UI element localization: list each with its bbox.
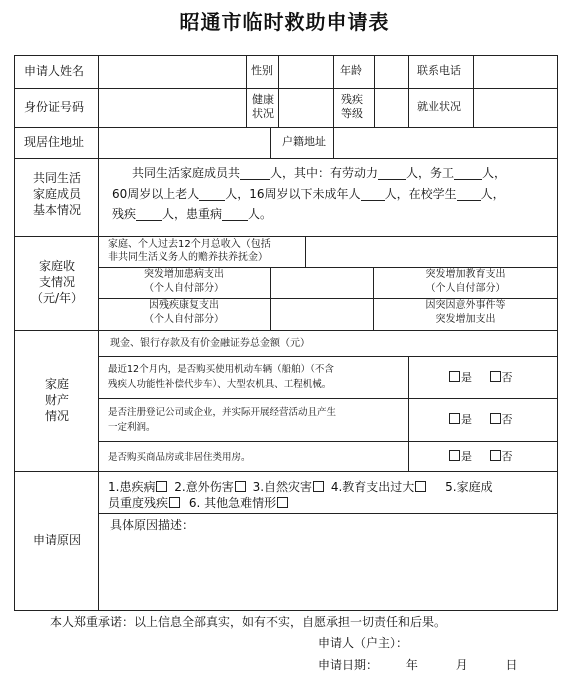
no-label: 否 xyxy=(501,413,513,426)
reason-description-label: 具体原因描述： xyxy=(110,518,195,532)
education-checkbox[interactable] xyxy=(415,481,426,492)
education-expense-line2: （个人自付部分） xyxy=(425,283,506,294)
household-address-label: 户籍地址 xyxy=(282,135,326,148)
family-line-3 xyxy=(112,207,272,221)
vehicle-question-line1: 最近12个月内，是否购买使用机动车辆（船舶）（不含 xyxy=(108,364,334,375)
cash-label: 现金、银行存款及有价金融证券总金额（元） xyxy=(110,338,310,349)
applicant-name-field[interactable] xyxy=(100,57,244,87)
assets-label-line1: 家庭 xyxy=(44,377,69,391)
family-text: 人。 xyxy=(248,207,273,221)
accident-checkbox[interactable] xyxy=(235,481,246,492)
disabled-blank[interactable] xyxy=(136,208,162,221)
reason-description-field[interactable] xyxy=(100,535,555,608)
education-expense-label xyxy=(374,268,557,296)
reason-option-family-disability-cont: 员重度残疾 xyxy=(108,496,169,510)
property-answer xyxy=(448,450,513,464)
assets-label xyxy=(16,376,98,424)
disability-expense-line1: 因残疾康复支出 xyxy=(149,300,219,311)
migrant-work-blank[interactable] xyxy=(454,167,482,180)
current-address-field[interactable] xyxy=(100,129,268,157)
family-label-line1: 共同生活 xyxy=(32,171,81,185)
disability-expense-field[interactable] xyxy=(272,300,372,328)
education-expense-line1: 突发增加教育支出 xyxy=(425,269,506,280)
family-text: 人，务工 xyxy=(406,166,455,180)
property-question: 是否购买商品房或非居住类用房。 xyxy=(108,452,251,463)
family-text: 人，在校学生 xyxy=(384,187,457,201)
total-income-field[interactable] xyxy=(307,238,555,266)
company-answer xyxy=(448,413,513,427)
family-line-2 xyxy=(112,187,505,201)
total-income-label xyxy=(108,238,271,264)
vehicle-question xyxy=(108,362,334,392)
disability-label-line1: 残疾 xyxy=(341,93,363,106)
disability-expense-label xyxy=(98,299,270,327)
health-label-line1: 健康 xyxy=(252,93,274,106)
illness-expense-field[interactable] xyxy=(272,269,372,297)
family-label xyxy=(16,170,98,218)
assets-label-line2: 财产 xyxy=(44,393,69,407)
family-disability-checkbox[interactable] xyxy=(169,497,180,508)
other-checkbox[interactable] xyxy=(277,497,288,508)
company-question xyxy=(108,405,336,435)
family-text: 人， xyxy=(480,187,505,201)
family-line-1 xyxy=(132,166,506,180)
company-no-checkbox[interactable] xyxy=(490,413,501,424)
vehicle-no-checkbox[interactable] xyxy=(490,371,501,382)
serious-illness-blank[interactable] xyxy=(222,208,248,221)
income-label xyxy=(16,258,98,306)
family-text: 人，其中：有劳动力 xyxy=(270,166,379,180)
family-text: 残疾 xyxy=(112,207,137,221)
reason-label: 申请原因 xyxy=(32,533,81,547)
gender-field[interactable] xyxy=(280,57,332,87)
company-yes-checkbox[interactable] xyxy=(449,413,460,424)
id-number-field[interactable] xyxy=(100,90,244,126)
reason-option-family-disability: 5.家庭成 xyxy=(445,480,493,494)
no-label: 否 xyxy=(501,371,513,384)
accident-expense-line2: 突发增加支出 xyxy=(435,314,496,325)
assets-label-line3: 情况 xyxy=(44,409,69,423)
elderly-blank[interactable] xyxy=(199,188,225,201)
illness-expense-line1: 突发增加患病支出 xyxy=(144,269,224,280)
phone-field[interactable] xyxy=(475,57,556,87)
reason-option-illness: 1.患疾病 xyxy=(108,480,156,494)
current-address-label: 现居住地址 xyxy=(24,135,85,149)
gender-label: 性别 xyxy=(251,64,273,77)
labor-blank[interactable] xyxy=(378,167,406,180)
application-date xyxy=(318,658,518,672)
phone-label: 联系电话 xyxy=(417,64,461,77)
property-no-checkbox[interactable] xyxy=(490,450,501,461)
yes-label: 是 xyxy=(461,371,472,384)
total-income-line1: 家庭、个人过去12个月总收入（包括 xyxy=(108,239,271,250)
vehicle-question-line2: 残疾人功能性补偿代步车）、大型农机具、工程机械。 xyxy=(108,379,332,390)
family-text: 人，患重病 xyxy=(162,207,223,221)
family-label-line2: 家庭成员 xyxy=(32,187,81,201)
vehicle-yes-checkbox[interactable] xyxy=(449,371,460,382)
illness-expense-label xyxy=(98,268,270,296)
pledge-text: 本人郑重承诺：以上信息全部真实，如有不实，自愿承担一切责任和后果。 xyxy=(50,615,447,629)
employment-label: 就业状况 xyxy=(417,100,461,113)
date-label: 申请日期： xyxy=(318,658,379,672)
age-label: 年龄 xyxy=(340,64,362,77)
illness-checkbox[interactable] xyxy=(156,481,167,492)
family-text: 人， xyxy=(482,166,507,180)
reason-option-disaster: 3.自然灾害 xyxy=(252,480,313,494)
family-text: 人，16周岁以下未成年人 xyxy=(225,187,361,201)
employment-field[interactable] xyxy=(475,90,556,126)
family-text: 共同生活家庭成员共 xyxy=(132,166,241,180)
reason-option-education: 4.教育支出过大 xyxy=(330,480,415,494)
reason-options-line1 xyxy=(108,480,493,494)
age-field[interactable] xyxy=(376,57,407,87)
family-label-line3: 基本情况 xyxy=(32,203,81,217)
yes-label: 是 xyxy=(461,413,472,426)
household-address-field[interactable] xyxy=(335,129,555,157)
company-question-line1: 是否注册登记公司或企业，并实际开展经营活动且产生 xyxy=(108,407,337,418)
reason-options-line2 xyxy=(108,496,289,510)
family-text: 60周岁以上老人 xyxy=(112,187,200,201)
vehicle-answer xyxy=(448,371,513,385)
health-field[interactable] xyxy=(280,90,332,126)
total-income-line2: 非共同生活义务人的赡养扶养抚金） xyxy=(108,252,268,263)
day-label: 日 xyxy=(505,658,518,672)
applicant-name-label: 申请人姓名 xyxy=(24,64,85,78)
property-yes-checkbox[interactable] xyxy=(449,450,460,461)
illness-expense-line2: （个人自付部分） xyxy=(144,283,224,294)
reason-option-other: 6. 其他急难情形 xyxy=(188,496,277,510)
disability-expense-line2: （个人自付部分） xyxy=(144,314,224,325)
reason-option-accident: 2.意外伤害 xyxy=(174,480,234,494)
income-label-line3: （元/年） xyxy=(30,291,84,305)
income-label-line1: 家庭收 xyxy=(38,259,75,273)
form-title: 昭通市临时救助申请表 xyxy=(179,10,390,34)
income-label-line2: 支情况 xyxy=(38,275,75,289)
disability-label-line2: 等级 xyxy=(341,107,363,120)
disability-grade-field[interactable] xyxy=(376,90,407,126)
month-label: 月 xyxy=(455,658,468,672)
accident-expense-line1: 因突因意外事件等 xyxy=(425,300,506,311)
family-total-blank[interactable] xyxy=(240,167,270,180)
disability-grade-label xyxy=(341,93,363,121)
accident-expense-label xyxy=(374,299,557,327)
student-blank[interactable] xyxy=(457,188,481,201)
no-label: 否 xyxy=(501,450,513,463)
applicant-signature-label: 申请人（户主）： xyxy=(318,636,409,650)
company-question-line2: 一定利润。 xyxy=(108,422,156,433)
health-label-line2: 状况 xyxy=(252,107,274,120)
id-number-label: 身份证号码 xyxy=(24,100,85,114)
disaster-checkbox[interactable] xyxy=(313,481,324,492)
yes-label: 是 xyxy=(461,450,472,463)
health-label xyxy=(252,93,274,121)
minor-blank[interactable] xyxy=(361,188,385,201)
year-label: 年 xyxy=(405,658,418,672)
